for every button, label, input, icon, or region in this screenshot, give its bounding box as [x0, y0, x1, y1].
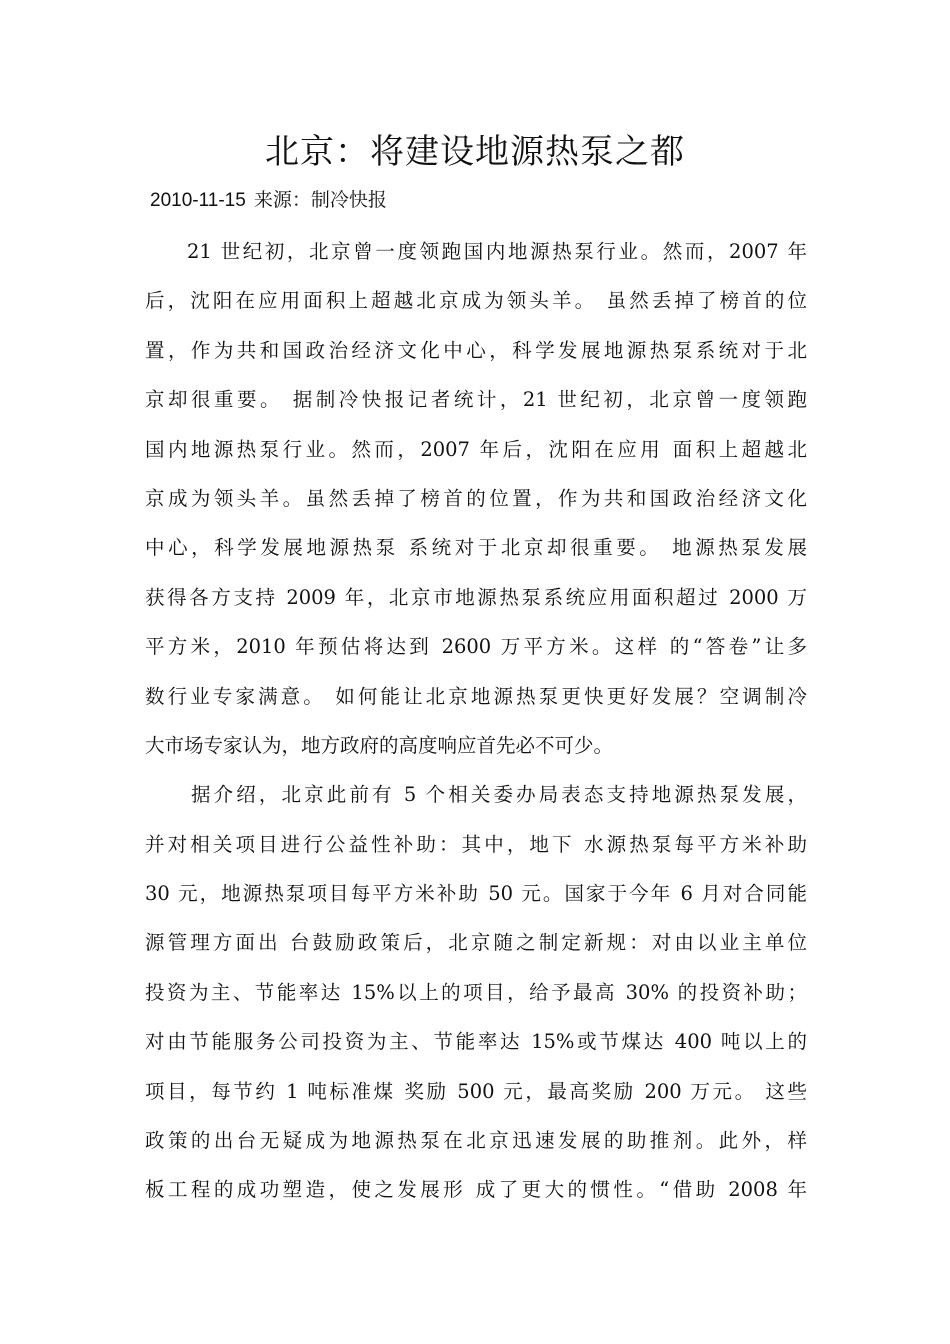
article-date: 2010-11-15 — [150, 190, 246, 211]
text-line: 京却很重要。 据制冷快报记者统计，21 世纪初，北京曾一度领跑 — [145, 388, 807, 412]
text-line: 项目，每节约 1 吨标准煤 奖励 500 元，最高奖励 200 万元。 这些 — [145, 1079, 807, 1103]
text-line: 并对相关项目进行公益性补助：其中，地下 水源热泵每平方米补助 — [145, 832, 807, 856]
article-meta — [150, 185, 387, 216]
text-line: 平方米，2010 年预估将达到 2600 万平方米。这样 的“答卷”让多 — [145, 635, 807, 659]
text-line: 源管理方面出 台鼓励政策后，北京随之制定新规：对由以业主单位 — [145, 931, 807, 955]
article-body — [145, 227, 807, 1215]
text-line: 数行业专家满意。 如何能让北京地源热泵更快更好发展？空调制冷 — [145, 684, 807, 708]
article-source: 来源：制冷快报 — [253, 189, 387, 211]
text-line: 21 世纪初，北京曾一度领跑国内地源热泵行业。然而，2007 年 — [187, 240, 807, 263]
text-line: 中心，科学发展地源热泵 系统对于北京却很重要。 地源热泵发展 — [145, 536, 807, 560]
text-line: 对由节能服务公司投资为主、节能率达 15%或节煤达 400 吨以上的 — [145, 1030, 807, 1054]
text-line: 政策的出台无疑成为地源热泵在北京迅速发展的助推剂。此外，样 — [145, 1129, 807, 1153]
article-title: 北京：将建设地源热泵之都 — [265, 132, 685, 172]
text-line: 30 元，地源热泵项目每平方米补助 50 元。国家于今年 6 月对合同能 — [145, 882, 807, 906]
text-line: 后，沈阳在应用面积上超越北京成为领头羊。 虽然丢掉了榜首的位 — [145, 289, 807, 313]
paragraph-1 — [145, 227, 807, 770]
text-line: 获得各方支持 2009 年，北京市地源热泵系统应用面积超过 2000 万 — [145, 585, 807, 609]
paragraph-2 — [145, 770, 807, 1215]
text-line: 投资为主、节能率达 15%以上的项目，给予最高 30% 的投资补助； — [145, 980, 807, 1004]
text-line: 据介绍，北京此前有 5 个相关委办局表态支持地源热泵发展， — [191, 783, 807, 807]
text-line: 置，作为共和国政治经济文化中心，科学发展地源热泵系统对于北 — [145, 338, 807, 362]
text-line: 板工程的成功塑造，使之发展形 成了更大的惯性。“借助 2008 年 — [145, 1178, 807, 1202]
text-line: 国内地源热泵行业。然而，2007 年后，沈阳在应用 面积上超越北 — [145, 437, 807, 461]
text-line: 京成为领头羊。虽然丢掉了榜首的位置，作为共和国政治经济文化 — [145, 486, 807, 510]
text-line: 大市场专家认为，地方政府的高度响应首先必不可少。 — [145, 733, 614, 757]
